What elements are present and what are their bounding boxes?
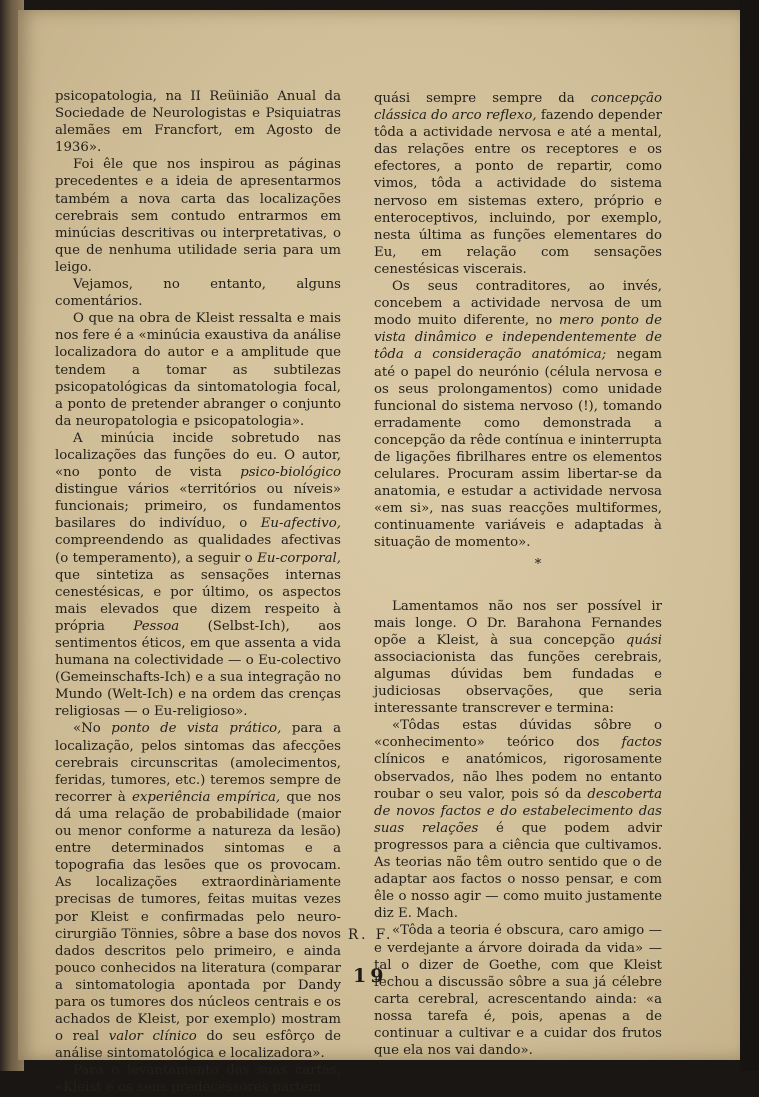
text: compreendendo as qualidades afectivas (o temperamento), a seguir o xyxy=(55,533,341,566)
text: do seu esfôrço de análise sintomatológica e localizadora». xyxy=(55,1029,341,1062)
paragraph xyxy=(374,598,662,718)
text: para a localização, pelos sintomas das afecções cerebrais circunscritas (amolecimentos, feridas, tumores, etc.) teremos sempre de recorrer à xyxy=(55,721,341,805)
text: O que na obra de Kleist ressalta e mais nos fere é a «minúcia exaustiva da análise localizadora do autor e a amplitude que tendem a tomar as subtilezas psicopatológicas da sintomatologia focal, a ponto de pretender abranger o conjunto da neuropatologia e psicopatologia». xyxy=(55,311,341,429)
paragraph xyxy=(55,276,341,310)
text: Vejamos, no entanto, alguns comentários. xyxy=(55,277,341,310)
text: negam até o papel do neurónio (célula nervosa e os seus prolongamentos) como unidade funcional do sistema nervoso (!), tomando erradamente como demonstrada a concepção da rêde contínua e ininterrupta de ligações fibrilhares entre os elementos celulares. Procuram assim libertar-se da anatomia, e estudar a actividade nervosa «em si», nas suas reacções multiformes, continuamente variáveis e adaptadas à situação de momento». xyxy=(374,347,662,551)
italic-text: Pessoa xyxy=(133,618,180,634)
text: quási sempre sempre da xyxy=(374,91,591,106)
page xyxy=(18,10,740,1096)
italic-text: psico-biológico xyxy=(240,465,341,481)
paragraph xyxy=(55,88,341,156)
signature: R. F. xyxy=(348,927,394,943)
left-column xyxy=(55,88,341,1097)
right-column xyxy=(374,90,662,1059)
italic-text: concepção clássica do arco reflexo, xyxy=(374,91,662,124)
italic-text: quási xyxy=(625,632,662,648)
italic-text: valor clínico xyxy=(108,1029,197,1045)
text: é que podem advir progressos para a ciência que cultivamos. As teorias não têm outro sentido que o de adaptar aos factos o nosso pensar, e com êle o nosso agir — como muito justamente diz E. Mach. xyxy=(374,820,662,922)
text: «No xyxy=(73,721,112,737)
text: distingue vários «territórios ou níveis» funcionais; primeiro, os fundamentos basilares do indivíduo, o xyxy=(55,482,341,532)
text: associacionista das funções cerebrais, algumas dúvidas bem fundadas e judiciosas observações, que seria interessante transcrever e termina: xyxy=(374,649,662,717)
paragraph xyxy=(374,922,662,1059)
italic-text: descoberta de novos factos e do estabelecimento das suas relações xyxy=(374,786,662,836)
paragraph xyxy=(55,1062,341,1096)
italic-text: experiência empírica, xyxy=(132,789,281,805)
scan-edge xyxy=(740,0,759,1071)
text: clínicos e anatómicos, rigorosamente observados, não lhes podem no entanto roubar o seu valor, pois só da xyxy=(374,752,662,802)
paragraph xyxy=(55,430,341,721)
italic-text: factos xyxy=(621,735,662,751)
italic-text: ponto de vista prático, xyxy=(111,721,282,737)
italic-text: mero ponto de vista dinâmico e independentemente de tôda a consideração anatómica; xyxy=(374,313,662,363)
section-separator: * xyxy=(534,556,542,572)
italic-text: Eu-corporal, xyxy=(257,550,341,566)
text: psicopatologia, na II Reüinião Anual da Sociedade de Neurologistas e Psiquiatras alemães em Francfort, em Agosto de 1936». xyxy=(55,89,341,156)
text: A minúcia incide sobretudo nas localizações das funções do eu. O autor, «no ponto de vista xyxy=(55,430,341,481)
paragraph xyxy=(374,90,662,278)
text: «Tôdas estas dúvidas sôbre o «conhecimento» teórico dos xyxy=(374,718,662,751)
text: Lamentamos não nos ser possível ir mais longe. O Dr. Barahona Fernandes opõe a Kleist, à sua concepção xyxy=(374,598,662,648)
paragraph xyxy=(374,717,662,922)
paragraph xyxy=(55,720,341,1062)
text: fazendo depender tôda a actividade nervosa e até a mental, das relações entre os receptores e os efectores, a ponto de repartir, como vimos, tôda a actividade do sistema nervoso em sistemas extero, próprio e enteroceptivos, incluindo, por exemplo, nesta última as funções elementares do Eu, em relação com sensações cenestésicas viscerais. xyxy=(374,108,663,277)
paragraph xyxy=(55,156,341,276)
text: «Tôda a teoria é obscura, caro amigo — e verdejante a árvore doirada da vida» — tal o dizer de Goethe, com que Kleist fechou a discussão sôbre a sua já célebre carta cerebral, acrescentando ainda: «a nossa tarefa é, pois, apenas a de continuar a cultivar e a cuidar dos frutos que ela nos vai dando». xyxy=(374,923,662,1059)
paragraph xyxy=(55,310,341,430)
text: Foi êle que nos inspirou as páginas precedentes e a ideia de apresentarmos também a nova carta das localizações cerebrais sem contudo entrarmos em minúcias descritivas ou interpretativas, o que de nenhuma utilidade seria para um leigo. xyxy=(55,157,341,275)
text: Para o levantamento das suas cartas, «Kleist e os seus predecessores partem xyxy=(55,1063,341,1096)
text: que sintetiza as sensações internas cenestésicas, e por último, os aspectos mais elevados que dizem respeito à própria xyxy=(55,567,341,634)
page-number: 19 xyxy=(353,965,388,987)
text: que nos dá uma relação de probabilidade (maior ou menor conforme a natureza da lesão) entre determinados sintomas e a topografia das lesões que os provocam. As localizações extraordinàriamente precisas de tumores, feitas muitas vezes por Kleist e confirmadas pelo neuro-cirurgião Tönnies, sôbre a base dos novos dados descritos pelo primeiro, e ainda pouco conhecidos na literatura (comparar a sintomatologia apontada por Dandy para os tumores dos núcleos centrais e os achados de Kleist, por exemplo) mostram o real xyxy=(55,789,342,1045)
paragraph xyxy=(374,278,662,552)
text: Os seus contraditores, ao invés, concebem a actividade nervosa de um modo muito diferente, no xyxy=(374,279,662,329)
text: (Selbst-Ich), aos sentimentos éticos, em que assenta a vida humana na colectividade — o Eu-colectivo (Gemeinschafts-Ich) e a sua integração no Mundo (Welt-Ich) e na ordem das crenças religiosas — o Eu-religioso». xyxy=(55,618,341,720)
italic-text: Eu-afectivo, xyxy=(260,516,341,532)
